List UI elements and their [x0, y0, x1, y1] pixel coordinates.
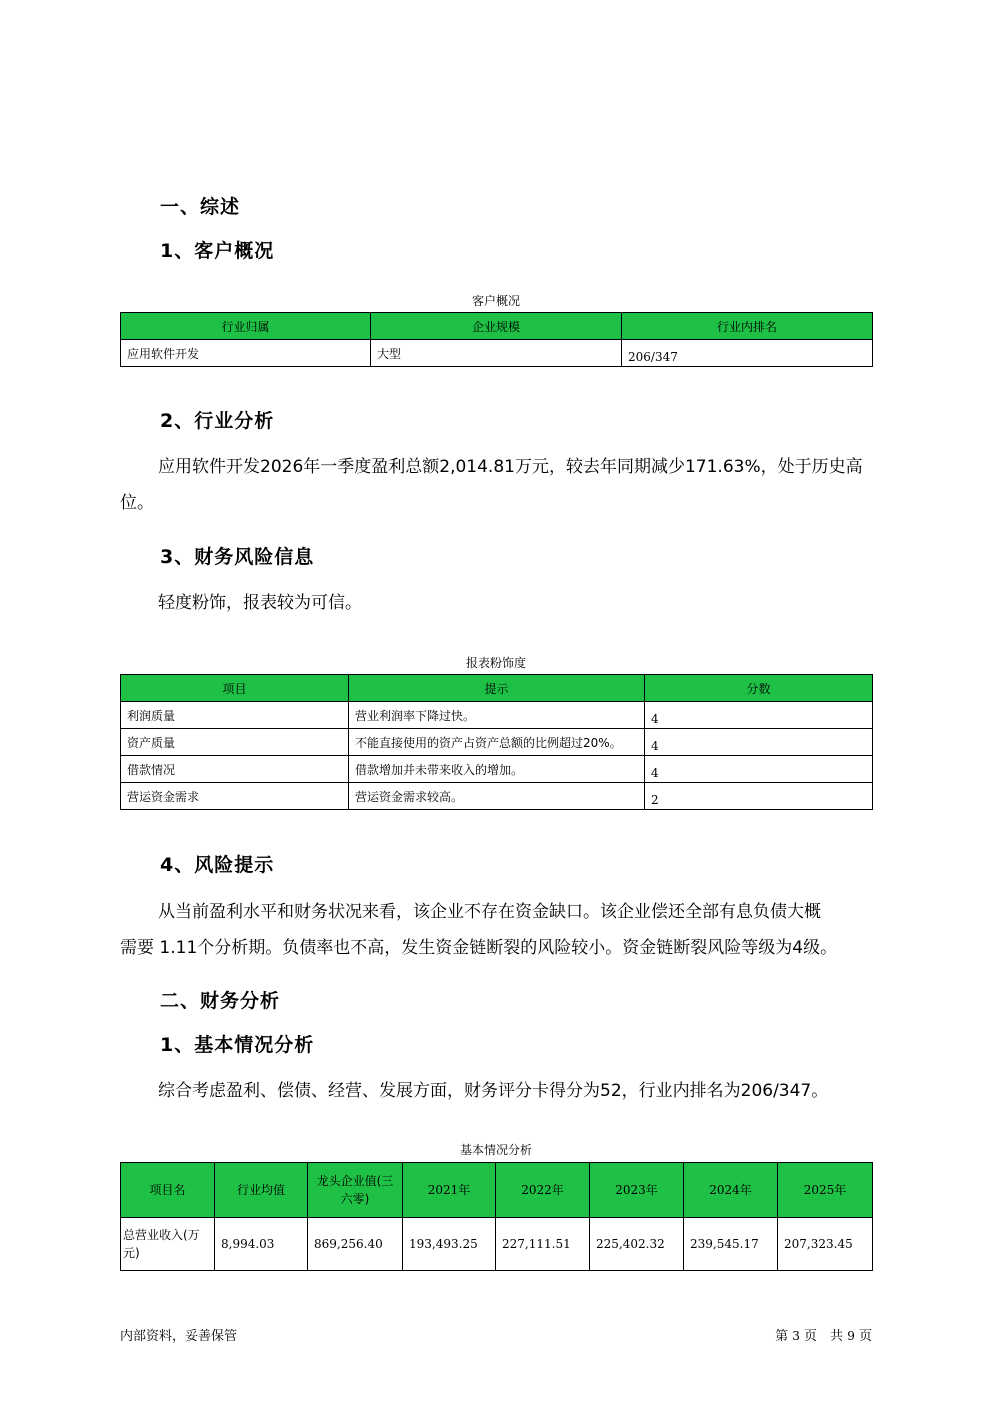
section-title-overview: 一、综述: [160, 196, 241, 218]
page-prefix: 第: [775, 1329, 789, 1344]
basic-analysis-table: [120, 1162, 873, 1271]
table-row: [121, 1218, 873, 1271]
header-year-2025: 2025年: [778, 1163, 873, 1218]
footer-page-indicator: [775, 1325, 872, 1344]
cell-hint: 营业利润率下降过快。: [349, 702, 645, 729]
table-row: [121, 340, 873, 367]
financial-risk-paragraph: 轻度粉饰，报表较为可信。: [158, 593, 362, 613]
header-ranking: 行业内排名: [622, 313, 873, 340]
page-total: 9: [847, 1329, 855, 1343]
cell-score: 4: [645, 756, 873, 783]
section-title-financial-analysis: 二、财务分析: [160, 990, 281, 1012]
embellishment-table: [120, 674, 873, 810]
table-caption-customer: 客户概况: [471, 294, 520, 308]
cell-item: 借款情况: [121, 756, 349, 783]
table-row: [121, 702, 873, 729]
table-row: [121, 729, 873, 756]
table-row: [121, 783, 873, 810]
industry-paragraph-line1: 应用软件开发2026年一季度盈利总额2,014.81万元，较去年同期减少171.63%，处于历史高: [158, 457, 863, 477]
page-suffix: 页: [858, 1329, 872, 1344]
subsection-title-industry: 2、行业分析: [160, 410, 275, 432]
cell-hint: 营运资金需求较高。: [349, 783, 645, 810]
cell-2025: 207,323.45: [778, 1218, 873, 1271]
header-year-2022: 2022年: [496, 1163, 590, 1218]
subsection-title-basic-analysis: 1、基本情况分析: [160, 1034, 315, 1056]
header-item-name: 项目名: [121, 1163, 215, 1218]
cell-scale: 大型: [371, 340, 622, 367]
table-header-row: [121, 313, 873, 340]
basic-analysis-paragraph: 综合考虑盈利、偿债、经营、发展方面，财务评分卡得分为52，行业内排名为206/347。: [158, 1081, 829, 1101]
industry-paragraph-line2: 位。: [120, 493, 154, 513]
cell-2024: 239,545.17: [684, 1218, 778, 1271]
subsection-title-risk-warning: 4、风险提示: [160, 854, 275, 876]
risk-warning-paragraph-line1: 从当前盈利水平和财务状况来看，该企业不存在资金缺口。该企业偿还全部有息负债大概: [158, 902, 821, 922]
page-middle: 页 共: [804, 1329, 844, 1344]
risk-warning-paragraph-line2: 需要 1.11个分析期。负债率也不高，发生资金链断裂的风险较小。资金链断裂风险等级为4级。: [120, 938, 838, 958]
table-caption-embellishment: 报表粉饰度: [465, 656, 526, 670]
cell-score: 4: [645, 702, 873, 729]
header-year-2024: 2024年: [684, 1163, 778, 1218]
header-score: 分数: [645, 675, 873, 702]
cell-ranking: 206/347: [622, 340, 873, 367]
cell-industry-average: 8,994.03: [215, 1218, 308, 1271]
cell-2022: 227,111.51: [496, 1218, 590, 1271]
cell-item: 资产质量: [121, 729, 349, 756]
cell-2023: 225,402.32: [590, 1218, 684, 1271]
table-caption-basic-analysis: 基本情况分析: [459, 1143, 532, 1157]
table-header-row: [121, 675, 873, 702]
table-header-row: [121, 1163, 873, 1218]
cell-item-name: 总营业收入(万元): [121, 1218, 215, 1271]
cell-hint: 不能直接使用的资产占资产总额的比例超过20%。: [349, 729, 645, 756]
cell-score: 4: [645, 729, 873, 756]
header-industry: 行业归属: [121, 313, 371, 340]
cell-hint: 借款增加并未带来收入的增加。: [349, 756, 645, 783]
cell-industry: 应用软件开发: [121, 340, 371, 367]
header-item: 项目: [121, 675, 349, 702]
header-leader-value: 龙头企业值(三六零): [308, 1163, 403, 1218]
subsection-title-financial-risk: 3、财务风险信息: [160, 546, 315, 568]
cell-score: 2: [645, 783, 873, 810]
header-industry-average: 行业均值: [215, 1163, 308, 1218]
page-number: 3: [792, 1329, 800, 1343]
customer-overview-table: [120, 312, 873, 367]
cell-item: 利润质量: [121, 702, 349, 729]
subsection-title-customer: 1、客户概况: [160, 240, 275, 262]
cell-item: 营运资金需求: [121, 783, 349, 810]
header-hint: 提示: [349, 675, 645, 702]
footer-confidential-note: 内部资料，妥善保管: [120, 1329, 238, 1344]
header-year-2023: 2023年: [590, 1163, 684, 1218]
cell-leader-value: 869,256.40: [308, 1218, 403, 1271]
header-scale: 企业规模: [371, 313, 622, 340]
header-year-2021: 2021年: [403, 1163, 496, 1218]
cell-2021: 193,493.25: [403, 1218, 496, 1271]
table-row: [121, 756, 873, 783]
